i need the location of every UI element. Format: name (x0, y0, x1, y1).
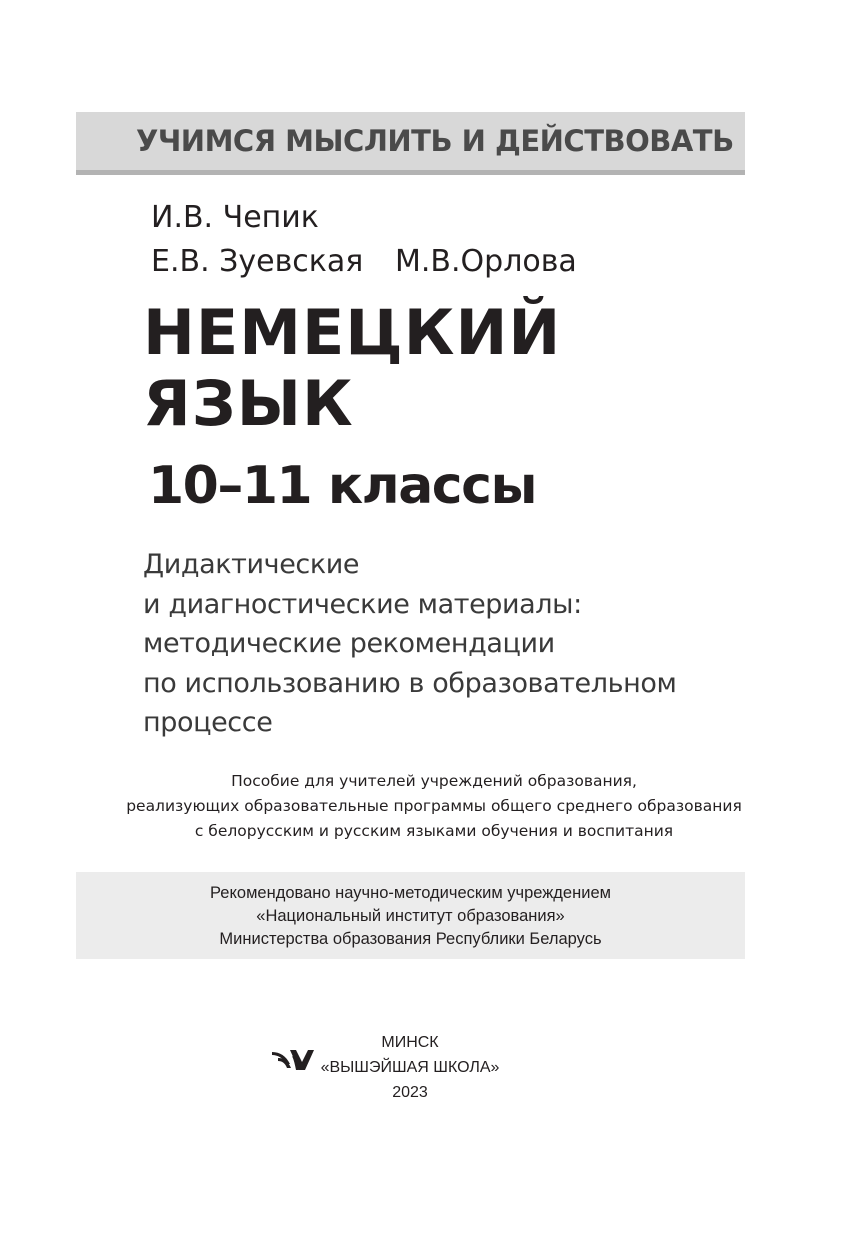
imprint (300, 1030, 520, 1105)
author-zuevskaya: Е.В. Зуевская (151, 244, 364, 279)
imprint-publisher: «ВЫШЭЙШАЯ ШКОЛА» (320, 1059, 500, 1076)
subtitle-line: и диагностические материалы: (143, 588, 582, 620)
recommendation-line: «Национальный институт образования» (256, 907, 565, 925)
purpose-note (60, 769, 808, 844)
book-title-line1: НЕМЕЦКИЙ (143, 296, 562, 369)
subtitle-line: процессе (143, 707, 273, 738)
recommendation-band (76, 872, 745, 959)
series-band (76, 112, 745, 175)
recommendation-line: Министерства образования Республики Беларусь (219, 930, 602, 948)
purpose-line: Пособие для учителей учреждений образования, (231, 772, 637, 790)
recommendation-line: Рекомендовано научно-методическим учреждением (210, 884, 611, 902)
purpose-line: с белорусским и русским языками обучения и воспитания (194, 822, 674, 840)
author-chepik: И.В. Чепик (151, 200, 319, 235)
subtitle-line: методические рекомендации (143, 628, 555, 659)
recommendation-text (76, 882, 745, 951)
author-orlova: М.В.Орлова (395, 244, 577, 279)
purpose-line: реализующих образовательные программы общего среднего образования (126, 797, 742, 815)
imprint-year: 2023 (392, 1084, 428, 1101)
series-title: УЧИМСЯ МЫСЛИТЬ И ДЕЙСТВОВАТЬ (136, 124, 734, 158)
book-subtitle (143, 545, 783, 743)
book-grades: 10–11 классы (148, 456, 536, 516)
book-title-line2: ЯЗЫК (143, 367, 354, 440)
subtitle-line: по использованию в образовательном (143, 667, 677, 699)
subtitle-line: Дидактические (143, 549, 360, 580)
imprint-city: МИНСК (381, 1034, 439, 1051)
